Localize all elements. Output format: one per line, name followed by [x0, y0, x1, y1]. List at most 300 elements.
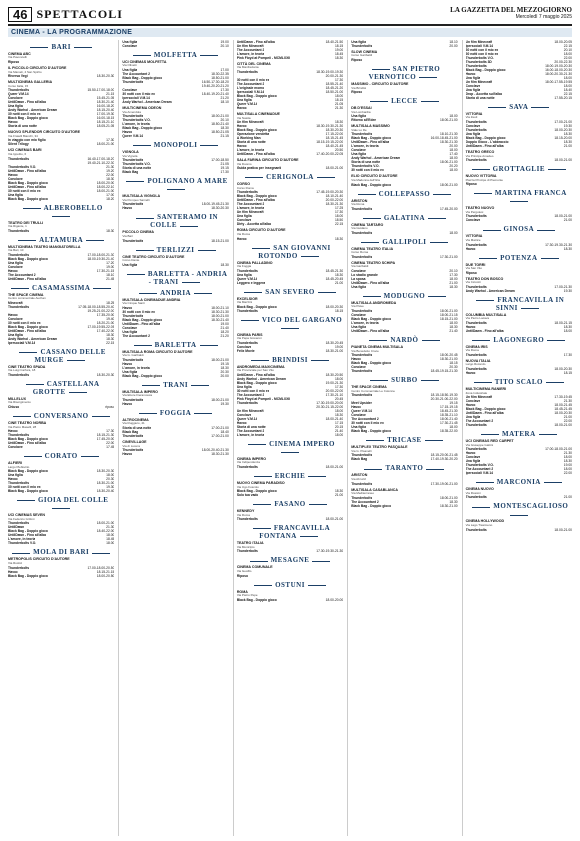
- film-title: Black Bag - Doppio gioco: [351, 317, 392, 322]
- cinema-address: Via Rossini: [465, 490, 481, 495]
- cinema-block: [8, 245, 114, 281]
- film-title: Black Bag - Doppio gioco: [8, 180, 48, 185]
- film-title: Thunderbolts: [465, 423, 487, 428]
- film-showtimes: 18.40-22.00: [96, 529, 115, 534]
- film-title: UntilDawn - Fino all'alba: [8, 441, 46, 446]
- film-showtimes: 21.30: [106, 525, 115, 530]
- film-row: [237, 433, 343, 437]
- film-title: 30 notti con il mio ex: [122, 92, 156, 97]
- film-title: Thunderbolts: [236, 268, 258, 273]
- film-showtimes: 17.00-21.00: [211, 426, 229, 431]
- film-title: Una figlia: [122, 262, 138, 267]
- film-showtimes: 21.00: [449, 280, 458, 285]
- film-title: Black Bag - Doppio gioco: [8, 573, 48, 578]
- film-row: [122, 374, 228, 378]
- film-showtimes: 18.00-19.45-21.30: [201, 202, 229, 207]
- film-showtimes: 19.30: [220, 401, 229, 406]
- film-title: Thunderbolts: [236, 70, 258, 75]
- film-title: Thunderbolts: [8, 228, 30, 233]
- cinema-name: TEATRO DON BOSCO: [465, 276, 504, 281]
- film-title: Ipersociali V.M.14: [8, 340, 36, 345]
- film-row: [122, 134, 228, 138]
- cinema-address: Via Ruggiero, 41: [122, 421, 145, 426]
- film-showtimes: 16.00-18.45-21.00: [430, 136, 458, 141]
- cinema-block: [466, 174, 572, 186]
- film-showtimes: 18.00-20.30: [325, 304, 344, 309]
- film-title: Black Bag - Doppio gioco: [236, 597, 277, 602]
- film-showtimes: 18.30-20.30: [325, 128, 344, 133]
- film-showtimes: 17.30-19.30-21.30: [316, 549, 344, 554]
- film-showtimes: 19.00: [563, 463, 572, 468]
- film-showtimes: 18.30: [334, 272, 344, 277]
- city-heading: SAVA: [466, 103, 572, 111]
- film-showtimes: 18.00-19.30-21.40: [87, 256, 115, 261]
- film-title: UntilDawn - Fino all'alba: [351, 140, 390, 145]
- city-heading: FRANCAVILLA IN SINNI: [466, 296, 572, 312]
- masthead: [8, 6, 572, 22]
- film-showtimes: 17.40-22.00: [96, 328, 115, 333]
- city-heading: BRINDISI: [237, 356, 343, 364]
- cinema-address: Via Olivetti: [122, 63, 137, 68]
- film-showtimes: 20.20: [449, 164, 458, 169]
- film-title: Thunderbolts: [351, 369, 373, 374]
- film-title: Pink Floyd at Pompeii - MCMLXXII: [236, 56, 291, 60]
- city-heading: MARCONIA: [466, 478, 572, 486]
- city-heading: FASANO: [237, 500, 343, 508]
- film-title: Una figlia: [465, 132, 481, 137]
- film-showtimes: 18.00: [563, 455, 572, 460]
- film-title: Black Bag - Doppio gioco: [236, 194, 277, 199]
- cinema-address: Corso Roma: [236, 185, 254, 190]
- film-showtimes: 18.30: [334, 236, 344, 241]
- film-row: [122, 206, 228, 210]
- film-row: [466, 182, 572, 186]
- city-heading: TERLIZZI: [122, 246, 228, 254]
- cinema-block: [237, 112, 343, 156]
- film-title: Havoc: [122, 206, 133, 211]
- film-title: Conclave: [236, 218, 252, 223]
- film-row: [8, 229, 114, 233]
- film-showtimes: 18.30: [106, 332, 115, 337]
- cinema-block: [8, 513, 114, 545]
- film-showtimes: 18.00: [449, 168, 458, 173]
- film-row: [351, 183, 457, 187]
- cinema-name: CITTÀ DEL CINEMA: [236, 62, 271, 66]
- cinema-block: [237, 590, 343, 602]
- cinema-name: CINEMA PARIS: [236, 332, 263, 337]
- film-row: [122, 434, 228, 438]
- film-showtimes: 18.00-21.00: [325, 465, 344, 470]
- film-row: [8, 405, 114, 409]
- film-title: 30 notti con il mio ex: [122, 309, 156, 314]
- city-heading: NARDÒ: [351, 336, 457, 344]
- film-title: Thunderbolts 3D: [465, 60, 492, 64]
- cinema-name: ROMA: [236, 589, 248, 594]
- film-title: Una figlia: [351, 152, 367, 157]
- cinema-address: Via Pompeo Sarnelli: [122, 197, 150, 202]
- film-showtimes: 18.15: [563, 371, 572, 376]
- cinema-block: [122, 255, 228, 267]
- film-showtimes: 17.05-18.00-18.55-20.40: [78, 304, 115, 309]
- cinema-block: [122, 194, 228, 210]
- film-title: Black Bag: [122, 430, 139, 435]
- film-title: Storia di una notte: [351, 160, 381, 165]
- film-showtimes: 18.00: [106, 473, 115, 478]
- cinema-block: [122, 230, 228, 242]
- film-title: Thunderbolts: [122, 448, 144, 453]
- film-showtimes: 18.30-19.30-21.30: [316, 124, 344, 129]
- cinema-name: MASSIMO - CIRCUITO D'AUTORE: [351, 82, 409, 87]
- cinema-block: [466, 150, 572, 162]
- film-title: Ipersociali V.M.14: [236, 90, 265, 95]
- film-title: Black Bag - Doppio gioco: [351, 182, 392, 187]
- film-showtimes: 18.15-18.50-19.30: [430, 393, 458, 398]
- film-showtimes: 18.30-21.00: [96, 481, 115, 486]
- city-heading: GIOIA DEL COLLE: [8, 496, 114, 512]
- cinema-name: COLUMBIA MULTISALA: [465, 312, 507, 317]
- film-showtimes: 18.00-21.40: [325, 416, 344, 421]
- film-row: [122, 452, 228, 456]
- film-showtimes: 18.00: [563, 84, 572, 88]
- listing-columns: [8, 40, 572, 836]
- film-showtimes: 19.00: [220, 321, 229, 326]
- film-showtimes: 17.30: [449, 272, 458, 277]
- film-title: The Accountant 2: [351, 499, 379, 504]
- film-title: Black Bag - Doppio gioco: [351, 361, 392, 366]
- cinema-address: Via Risorgimento: [8, 400, 31, 405]
- film-title: Conclave: [122, 44, 138, 48]
- film-title: Black Bag - Doppio gioco: [8, 256, 48, 261]
- film-title: Riversa Vegi: [8, 74, 28, 79]
- film-row: [237, 56, 343, 60]
- film-showtimes: 21.20: [220, 96, 229, 101]
- cinema-name: MULTISALA CASABLANCA: [351, 487, 398, 492]
- city-heading: MONTESCAGLIOSO: [466, 502, 572, 518]
- film-title: Thunderbolts: [465, 352, 487, 357]
- cinema-block: [351, 261, 457, 289]
- city-heading: FOGGIA: [122, 409, 228, 417]
- cinema-name: CINE TEATRO NORBA: [8, 421, 47, 426]
- cinema-name: MULTISALA CINEMADUE: [236, 112, 280, 117]
- film-showtimes: 18.00-21.00: [554, 158, 572, 163]
- film-showtimes: 18.00: [563, 76, 572, 80]
- cinema-name: CORSO: [236, 182, 250, 187]
- cinema-address: Via Mediterraneo: [351, 490, 375, 495]
- film-title: UntilDawn - Fino all'alba: [236, 198, 275, 203]
- film-title: Havoc: [122, 361, 133, 366]
- film-title: The Accountant 2: [122, 333, 150, 338]
- film-row: [351, 255, 457, 259]
- film-title: Storia di una notte: [465, 96, 495, 100]
- cinema-name: CINEMA NUOVO: [465, 487, 494, 492]
- cinema-block: [466, 277, 572, 293]
- film-title: The Accountant 2: [236, 82, 265, 87]
- cinema-address: Centro Commerciale Le Colonne: [351, 388, 395, 393]
- film-title: Conclave: [8, 264, 23, 269]
- film-title: The Accountant 2: [465, 467, 494, 472]
- film-showtimes: 21.00: [563, 144, 572, 149]
- film-showtimes: 19.00: [334, 344, 344, 349]
- cinema-address: Via Ciccotti: [465, 280, 481, 285]
- film-showtimes: 17.30-19.00-21.00: [430, 481, 458, 486]
- cinema-name: MULTISALA ANDROMEDA: [351, 300, 397, 305]
- city-heading: CASSANO DELLE MURGE: [8, 348, 114, 364]
- film-title: Storia di una notte: [122, 166, 152, 171]
- film-title: Havoc: [465, 246, 476, 251]
- film-title: Una figlia: [236, 98, 252, 103]
- cinema-name: THE SPACE CINEMA: [8, 292, 44, 297]
- cinema-address: Via Geofilo: [236, 568, 252, 573]
- film-title: UntilDawn - Fino all'alba: [236, 152, 275, 157]
- cinema-block: [237, 297, 343, 313]
- film-title: Thunderbolts: [351, 481, 373, 486]
- film-title: Riposo: [236, 573, 248, 578]
- film-row: [237, 493, 343, 497]
- cinema-name: UCI CINEMAS MOLFETTA: [122, 60, 167, 64]
- film-showtimes: 18.00: [334, 214, 344, 219]
- film-showtimes: 17.30-21.10: [325, 392, 344, 397]
- film-showtimes: 21.45: [106, 276, 115, 281]
- cinema-name: ANDROMEDA MAXICINEMA: [236, 364, 285, 369]
- film-title: Conclave: [465, 84, 481, 88]
- film-showtimes: 20.30: [106, 477, 115, 482]
- film-showtimes: 18.00-20.30: [554, 411, 572, 416]
- film-title: Black Bag - Doppio gioco: [236, 380, 277, 385]
- film-row: [237, 152, 343, 156]
- cinema-name: ALTROCINEMA: [122, 417, 149, 422]
- cinema-name: VITTORIA: [465, 112, 483, 116]
- cinema-name: MULTICINEMA ODEON: [122, 106, 162, 111]
- cinema-name: NUOVO CINEMA PARADISO: [236, 481, 285, 486]
- city-heading: MOLA DI BARI: [8, 548, 114, 556]
- city-heading: POLIGNANO A MARE: [122, 177, 228, 193]
- cinema-block: [237, 509, 343, 521]
- film-showtimes: 18.55-21.40: [325, 82, 344, 87]
- page-number: 46: [8, 7, 32, 22]
- film-title: Thunderbolts: [8, 481, 30, 486]
- film-title: Havoc: [8, 477, 18, 482]
- film-showtimes: 18.25: [106, 300, 115, 305]
- film-showtimes: 21.00: [563, 218, 572, 223]
- film-row: [466, 353, 572, 357]
- film-showtimes: 20.50: [334, 148, 344, 153]
- film-title: Conclave: [8, 96, 23, 101]
- film-showtimes: 18.15-21.10: [96, 120, 115, 125]
- film-title: L'amore, in teoria: [351, 321, 379, 326]
- cinema-block: [8, 557, 114, 577]
- film-showtimes: 17.15-22.00: [325, 132, 344, 137]
- film-title: L'amore, in teoria: [236, 52, 265, 56]
- film-showtimes: 18.15-19.15-22.00: [316, 140, 344, 145]
- film-showtimes: 18.45-20.45: [325, 276, 344, 281]
- cinema-address: Via Bari: [122, 233, 133, 238]
- film-row: [351, 504, 457, 508]
- film-showtimes: 17.30: [334, 210, 344, 215]
- film-title: Conclave: [465, 218, 481, 223]
- film-showtimes: 18.00-21.00: [440, 160, 458, 165]
- film-showtimes: 17.45-19.00-20.30: [316, 190, 344, 195]
- film-row: [351, 285, 457, 289]
- film-title: Queer V.M.14: [236, 276, 258, 281]
- film-showtimes: 22.00: [106, 441, 115, 446]
- film-showtimes: 18.00: [449, 276, 458, 281]
- film-title: Thunderbolts: [122, 80, 144, 85]
- film-showtimes: 17.35-20.00: [96, 312, 115, 317]
- cinema-block: [122, 440, 228, 456]
- film-title: Thunderbolts: [122, 238, 144, 243]
- cinema-address: Via Federico Grifoni: [8, 516, 35, 521]
- cinema-name: KENNEDY: [236, 509, 255, 514]
- film-title: Chiuso: [8, 405, 20, 410]
- cinema-block: [351, 223, 457, 235]
- film-title: Una figlia: [465, 415, 481, 420]
- film-title: Thunderbolts: [351, 254, 373, 259]
- film-title: Storia di una notte: [236, 140, 266, 145]
- film-title: Black Bag - Doppio gioco: [236, 128, 277, 133]
- film-title: A Working Man: [236, 136, 261, 141]
- film-showtimes: 21.30: [106, 164, 115, 169]
- film-title: Havoc: [122, 452, 133, 457]
- film-showtimes: 17.45-20.00: [96, 437, 115, 442]
- film-title: Riposo: [351, 58, 363, 63]
- film-title: Una figlia: [236, 272, 252, 277]
- film-title: Havoc: [8, 268, 18, 273]
- film-showtimes: 19.25-21.00-22.00: [87, 308, 115, 313]
- cinema-address: Via Giuseppe Gattini: [465, 442, 494, 447]
- film-showtimes: 15.45-21.05: [96, 96, 115, 101]
- film-showtimes: 18.30: [334, 412, 344, 417]
- film-showtimes: 17.40-20.00-22.05: [316, 152, 344, 157]
- cinema-name: ARISTON: [351, 198, 368, 203]
- film-title: Thunderbolts: [8, 304, 30, 309]
- cinema-block: [237, 565, 343, 577]
- film-title: Black Bag - Doppio gioco: [8, 469, 48, 474]
- film-title: UntilDawn - Fino all'alba: [465, 328, 504, 333]
- film-title: Una figlia: [465, 76, 481, 80]
- film-title: Havoc: [236, 124, 247, 129]
- film-showtimes: 22.15: [563, 92, 572, 96]
- film-title: Black Bag - Doppio gioco: [351, 429, 392, 434]
- cinema-address: Via San Vito: [465, 265, 483, 270]
- cinema-name: UCI CINEMAS SEVEN: [8, 513, 45, 518]
- cinema-address: Viale Lo Re: [351, 127, 367, 132]
- film-showtimes: 18.00-21.45: [554, 403, 572, 408]
- film-showtimes: 19.00: [220, 40, 229, 44]
- cinema-address: Via Pavoncelli: [8, 55, 27, 60]
- film-showtimes: 18.10: [106, 272, 115, 277]
- film-title: Riposo: [351, 90, 363, 95]
- film-showtimes: 18.00-20.05: [554, 40, 572, 44]
- film-showtimes: 18.30-21.30: [211, 309, 229, 314]
- film-title: Thunderbolts V.O.: [8, 164, 37, 169]
- film-title: Havoc: [465, 371, 476, 376]
- film-title: UntilDawn - Fino all'alba: [351, 329, 390, 334]
- cinema-block: [466, 40, 572, 100]
- film-showtimes: 18.45: [334, 52, 344, 56]
- paper-info: [450, 7, 572, 21]
- film-showtimes: 17.30: [220, 170, 229, 175]
- cinema-address: Via Natola: [236, 115, 251, 120]
- film-showtimes: 18.15-20.40: [96, 108, 115, 113]
- cinema-block: [237, 228, 343, 240]
- film-title: Doppio Gioco - L'abbraccio: [465, 140, 509, 145]
- cinema-address: Via Municipio: [236, 544, 255, 549]
- film-showtimes: 18.45-21.45: [554, 407, 572, 412]
- cinema-name: DB D'ESSAI: [351, 106, 372, 111]
- city-heading: MOLFETTA: [122, 51, 228, 59]
- film-showtimes: 18.15-21.00: [211, 238, 229, 243]
- film-title: Black Bag - Doppio gioco: [122, 76, 163, 81]
- film-row: [466, 495, 572, 499]
- cinema-address: Via Principe Amedeo: [465, 153, 494, 158]
- film-title: Riposo: [8, 60, 20, 65]
- film-showtimes: 20.10: [563, 48, 572, 52]
- film-showtimes: 18.45-19.15-21.30: [430, 369, 458, 374]
- film-row: [122, 334, 228, 338]
- cinema-address: Via Indipendenza: [236, 460, 260, 465]
- film-showtimes: 18.00-21.00: [440, 182, 458, 187]
- film-row: [351, 369, 457, 373]
- film-showtimes: 20.10: [220, 44, 229, 48]
- film-title: Conclave: [351, 148, 366, 153]
- city-heading: GROTTAGLIE: [466, 165, 572, 173]
- film-title: Una figlia: [122, 369, 138, 374]
- film-title: Andy Warhol - American Dream: [122, 100, 172, 105]
- cinema-block: [122, 150, 228, 174]
- film-title: Thunderbolts: [465, 128, 487, 133]
- film-row: [237, 549, 343, 553]
- film-title: Thunderbolts: [236, 517, 258, 522]
- cinema-address: Via Lago Trasimeno: [465, 522, 493, 527]
- film-showtimes: 19.00: [106, 264, 115, 269]
- cinema-block: [466, 206, 572, 222]
- film-row: [466, 423, 572, 427]
- film-showtimes: 18.00-21.00: [440, 309, 458, 314]
- film-showtimes: 20.10: [449, 268, 458, 273]
- film-showtimes: 21.40: [449, 329, 458, 334]
- cinema-name: CINEMA IMPERO: [236, 456, 267, 461]
- cinema-address: Via Amendola: [122, 109, 141, 114]
- film-title: Havoc: [465, 72, 476, 76]
- cinema-name: NUOVA ITALIA: [465, 358, 491, 363]
- film-title: Havoc: [8, 429, 18, 434]
- film-title: Un film Minecraft: [236, 44, 264, 48]
- film-title: Black Bag - Doppio gioco: [8, 437, 48, 442]
- film-showtimes: 18.15: [334, 44, 344, 48]
- cinema-address: Zona Industriale: [465, 390, 488, 395]
- film-title: Thunderbolts: [122, 434, 144, 439]
- cinema-name: PIANETA CINEMA MULTISALA: [351, 345, 404, 350]
- film-title: Conclave: [122, 88, 138, 93]
- film-title: Meet Upsider: [351, 401, 372, 406]
- film-row: [237, 222, 343, 226]
- film-showtimes: 18.45-21.30: [440, 409, 458, 414]
- cinema-block: [8, 80, 114, 128]
- cinema-name: MULTICINEMA RANIERI: [465, 387, 507, 392]
- film-title: Havoc: [236, 106, 247, 111]
- listing-column: [233, 40, 343, 836]
- film-showtimes: 18.30-20.40: [96, 489, 115, 494]
- city-heading: GINOSA: [466, 225, 572, 233]
- film-showtimes: 18.00: [563, 52, 572, 56]
- film-showtimes: 16.50-17.30-18.20: [201, 80, 229, 85]
- film-showtimes: 21.15: [220, 134, 229, 139]
- film-title: The Accountant 2: [236, 428, 265, 433]
- cinema-block: [351, 488, 457, 508]
- film-title: Thunderbolts: [351, 206, 373, 211]
- film-showtimes: 18.30-20.30: [96, 74, 115, 79]
- film-row: [237, 465, 343, 469]
